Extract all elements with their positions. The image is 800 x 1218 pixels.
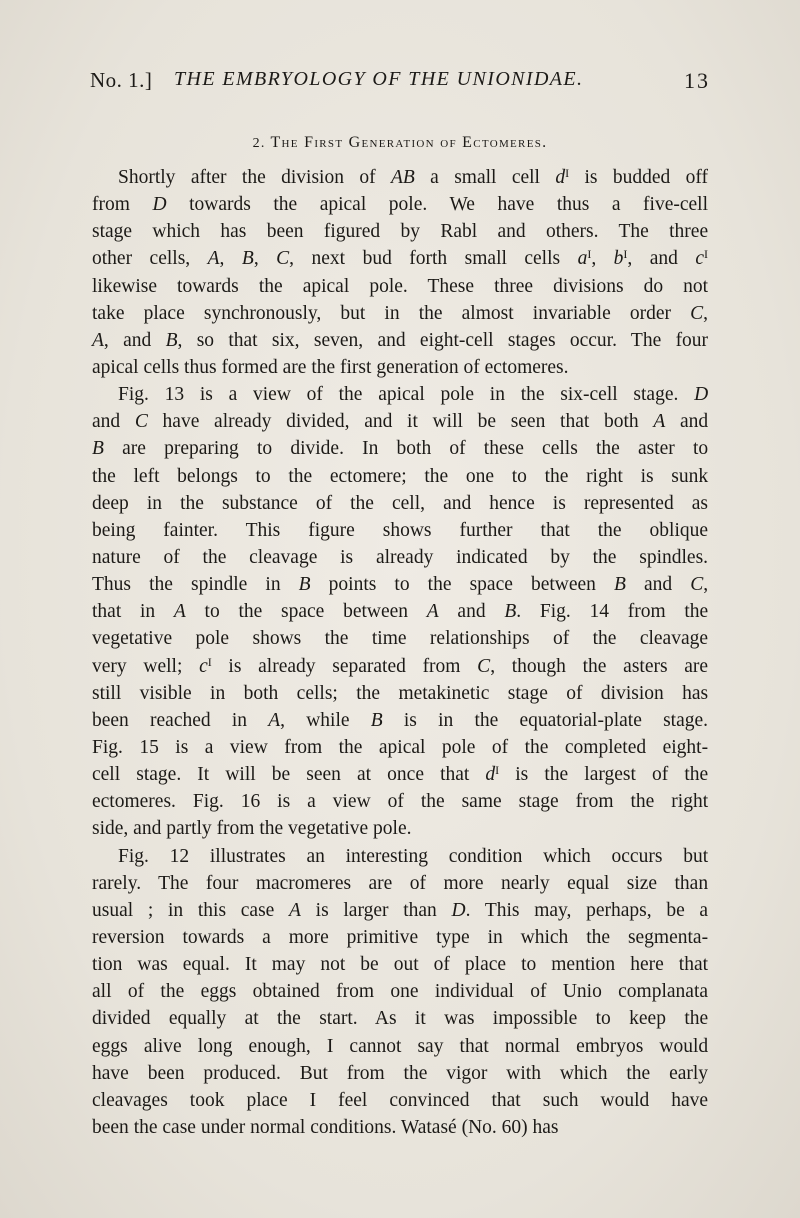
text-line: apical cells thus formed are the first generation of ectomeres. bbox=[92, 356, 569, 378]
text-line: eggs alive long enough, I cannot say that normal embryos would bbox=[92, 1035, 709, 1057]
text-line: Fig. 12 illustrates an interesting condition which occurs but bbox=[118, 845, 709, 867]
text-line: usual ; in this case A is larger than D. This may, perhaps, be a bbox=[92, 899, 709, 921]
text-line: that in A to the space between A and B. Fig. 14 from the bbox=[92, 601, 709, 623]
text-line: Shortly after the division of AB a small cell $d^I$ is budded off bbox=[118, 166, 709, 188]
text-line: tion was equal. It may not be out of place to mention here that bbox=[92, 954, 709, 976]
text-line: B are preparing to divide. In both of these cells the aster to bbox=[92, 438, 709, 460]
text-line: deep in the substance of the cell, and hence is represented as bbox=[92, 492, 709, 514]
text-line: likewise towards the apical pole. These three divisions do not bbox=[92, 275, 709, 297]
section-heading bbox=[90, 134, 710, 152]
text-line: been reached in A, while B is in the equatorial-plate stage. bbox=[92, 709, 709, 731]
text-line: take place synchronously, but in the almost invariable order C, bbox=[92, 302, 709, 324]
text-line: still visible in both cells; the metakinetic stage of division has bbox=[92, 682, 709, 704]
text-line: the left belongs to the ectomere; the one to the right is sunk bbox=[92, 465, 709, 487]
text-line: rarely. The four macromeres are of more nearly equal size than bbox=[92, 872, 709, 894]
text-line: have been produced. But from the vigor with which the early bbox=[92, 1062, 709, 1084]
text-line: side, and partly from the vegetative pole. bbox=[92, 818, 412, 840]
body-text bbox=[92, 164, 708, 1141]
page-number: 13 bbox=[684, 68, 710, 93]
section-title: The First Generation of Ectomeres. bbox=[270, 134, 548, 151]
text-line: Thus the spindle in B points to the space between B and C, bbox=[92, 574, 709, 596]
text-line: and C have already divided, and it will be seen that both A and bbox=[92, 411, 709, 433]
section-number: 2. bbox=[252, 136, 266, 151]
text-line: all of the eggs obtained from one individual of Unio complanata bbox=[92, 981, 709, 1003]
text-line: vegetative pole shows the time relationships of the cleavage bbox=[92, 628, 709, 650]
text-line: stage which has been figured by Rabl and others. The three bbox=[92, 221, 709, 243]
text-line: ectomeres. Fig. 16 is a view of the same stage from the right bbox=[92, 791, 709, 813]
text-line: Fig. 15 is a view from the apical pole of the completed eight- bbox=[92, 736, 709, 758]
text-line: being fainter. This figure shows further that the oblique bbox=[92, 519, 709, 541]
text-line: been the case under normal conditions. Watasé (No. 60) has bbox=[92, 1116, 559, 1138]
text-line: other cells, A, B, C, next bud forth small cells $a^I$, $b^I$, and $c^I$ bbox=[92, 247, 709, 270]
text-line: nature of the cleavage is already indicated by the spindles. bbox=[92, 546, 709, 568]
text-line: A, and B, so that six, seven, and eight-cell stages occur. The four bbox=[92, 329, 709, 351]
text-line: reversion towards a more primitive type in which the segmenta- bbox=[92, 926, 709, 948]
text-line: cleavages took place I feel convinced that such would have bbox=[92, 1089, 709, 1111]
text-line: very well; $c^I$ is already separated from C, though the asters are bbox=[92, 654, 709, 677]
series-number: No. 1.] bbox=[90, 68, 153, 92]
text-line: cell stage. It will be seen at once that $d^I$ is the largest of the bbox=[92, 763, 709, 786]
text-line: from D towards the apical pole. We have thus a five-cell bbox=[92, 194, 709, 216]
text-line: divided equally at the start. As it was impossible to keep the bbox=[92, 1008, 709, 1030]
running-title: THE EMBRYOLOGY OF THE UNIONIDAE. bbox=[174, 68, 584, 90]
text-line: Fig. 13 is a view of the apical pole in the six-cell stage. D bbox=[118, 384, 709, 406]
running-head bbox=[90, 60, 710, 100]
